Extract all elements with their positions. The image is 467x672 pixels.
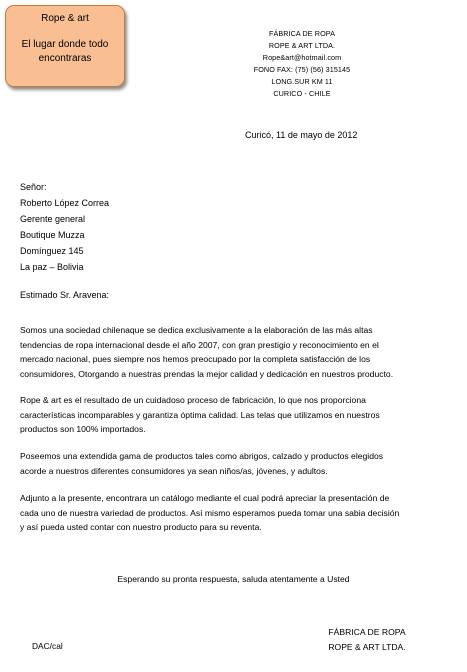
recipient-company: Boutique Muzza [20,230,85,240]
recipient-block [20,179,109,275]
letterhead-phone: FONO FAX: (75) (56) 315145 [253,65,351,74]
company-letterhead [232,28,372,100]
letterhead-company-type: FÁBRICA DE ROPA [268,29,336,38]
paragraph-line: Somos una sociedad chilenaque se dedica exclusivamente a la elaboración de las más altas [20,325,373,335]
body-paragraph-1 [20,323,460,381]
paragraph-line: cada uno de nuestra variedad de productos. Así mismo esperamos pueda tomar una sabia decisión [20,507,400,518]
paragraph-line: Adjunto a la presente, encontrara un catálogo mediante el cual podrá apreciar la presentación de [20,493,390,503]
body-paragraph-4 [20,491,460,535]
paragraph-line: mercado nacional, pues siempre nos hemos preocupado por la completa satisfacción de los [20,354,371,364]
logo-company-name: Rope & art [41,13,89,24]
letter-closing: Esperando su pronta respuesta, saluda atentamente a Usted [117,574,350,584]
recipient-street: Domínguez 145 [20,246,84,256]
letter-date: Curicó, 11 de mayo de 2012 [245,130,358,140]
paragraph-line: características incomparables y garantiza óptima calidad. Las telas que utilizamos en nuestros [20,409,380,420]
recipient-city: La paz – Bolivia [20,262,84,272]
reference-initials: DAC/cal [32,641,63,651]
company-logo-box [5,5,125,87]
recipient-name: Roberto López Correa [20,198,110,208]
signature-company-type: FÁBRICA DE ROPA [328,627,406,637]
paragraph-line: Rope & art es el resultado de un cuidadoso proceso de fabricación, lo que nos proporciona [20,395,366,405]
letterhead-email: Rope&art@hotmail.com [262,53,342,62]
logo-slogan [12,38,118,66]
paragraph-line: consumidores, Otorgando a nuestras prendas la mejor calidad y dedicación en nuestros producto. [20,368,394,379]
logo-slogan-line: El lugar donde todo [21,39,109,50]
body-paragraph-3 [20,449,460,478]
letterhead-address: LONG.SUR KM 11 [271,77,333,86]
letterhead-company-name: ROPE & ART LTDA. [268,41,336,50]
letter-salutation: Estimado Sr. Aravena: [20,290,110,300]
recipient-position: Gerente general [20,214,86,224]
paragraph-line: acorde a nuestros diferentes consumidores ya sean niños/as, jóvenes, y adultos. [20,465,328,476]
letterhead-city: CURICO - CHILE [273,89,331,98]
logo-slogan-line: encontraras [38,53,92,64]
recipient-title: Señor: [20,182,47,192]
paragraph-line: tendencias de ropa internacional desde el año 2007, con gran prestigio y reconocimiento en el [20,339,379,350]
body-paragraph-2 [20,393,460,437]
paragraph-line: y así pueda usted contar con nuestro producto para su reventa. [20,522,262,532]
paragraph-line: productos son 100% importados. [20,424,146,434]
paragraph-line: Poseemos una extendida gama de productos tales como abrigos, calzado y productos elegidos [20,451,384,461]
signature-company-name: ROPE & ART LTDA. [328,642,406,652]
signature-block [322,625,412,655]
